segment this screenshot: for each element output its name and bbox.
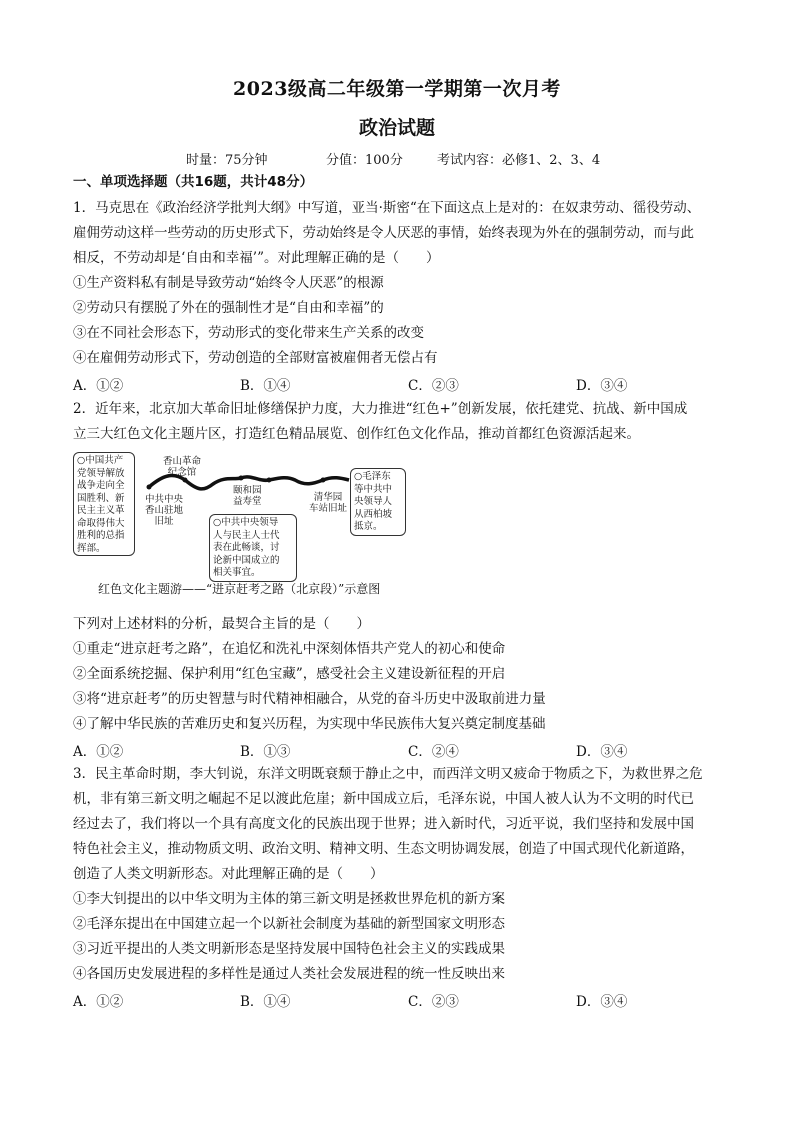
q1-option-b[interactable]: B．①④: [240, 378, 291, 394]
exam-time: 时量：75分钟: [186, 153, 268, 168]
subject-title: 政治试题: [358, 117, 435, 139]
q1-stem-line: 相反，不劳动却是‘自由和幸福’”。对此理解正确的是（ ）: [73, 250, 440, 266]
q2-stem-line: 2．近年来，北京加大革命旧址修缮保护力度，大力推进“红色+”创新发展，依托建党、抗战、新中国成: [73, 401, 688, 417]
q3-stem-line: 创造了人类文明新形态。对此理解正确的是（ ）: [73, 866, 384, 882]
q2-option-a[interactable]: A．①②: [73, 744, 124, 760]
q2-item: ②全面系统挖掘、保护利用“红色宝藏”，感受社会主义建设新征程的开启: [73, 666, 506, 682]
q2-item: ③将“进京赶考”的历史智慧与时代精神相融合，从党的奋斗历史中汲取前进力量: [73, 691, 546, 707]
q1-item: ③在不同社会形态下，劳动形式的变化带来生产关系的改变: [73, 325, 424, 341]
route-node: [239, 476, 244, 481]
q3-stem-line: 经过去了，我们将以一个具有高度文化的民族出现于世界；进入新时代，习近平说，我们坚持和发展中国: [73, 816, 694, 832]
label-qinghuayuan-station: 清华园 车站旧址: [309, 492, 348, 514]
route-figure: [73, 450, 409, 598]
annotation-box-middle: ○中共中央领导 人与民主人士代 表在此畅谈，讨 论新中国成立的 相关事宜。: [209, 514, 297, 582]
label-xiangshan-site: 中共中央 香山驻地 旧址: [145, 494, 184, 527]
q3-stem-line: 特色社会主义，推动物质文明、政治文明、精神文明、生态文明协调发展，创造了中国式现代化新道路，: [73, 841, 694, 857]
q3-option-d[interactable]: D．③④: [576, 994, 628, 1010]
q2-option-c[interactable]: C．②④: [408, 744, 459, 760]
q1-option-c[interactable]: C．②③: [408, 378, 459, 394]
section-heading: 一、单项选择题（共16题，共计48分）: [73, 174, 314, 190]
q2-stem-line: 立三大红色文化主题片区，打造红色精品展览、创作红色文化作品，推动首都红色资源活起来。: [73, 426, 640, 442]
q2-option-d[interactable]: D．③④: [576, 744, 628, 760]
label-yiheyuan: 颐和园 益寿堂: [233, 485, 262, 507]
q1-item: ④在雇佣劳动形式下，劳动创造的全部财富被雇佣者无偿占有: [73, 350, 438, 366]
exam-scope: 考试内容：必修1、2、3、4: [437, 153, 601, 168]
q3-stem-line: 3．民主革命时期，李大钊说，东洋文明既衰颓于静止之中，而西洋文明又疲命于物质之下，为救世界之危: [73, 766, 703, 782]
q3-option-c[interactable]: C．②③: [408, 994, 459, 1010]
route-node: [183, 478, 188, 483]
q3-item: ①李大钊提出的以中华文明为主体的第三新文明是拯救世界危机的新方案: [73, 891, 505, 907]
q1-option-a[interactable]: A．①②: [73, 378, 124, 394]
q3-item: ②毛泽东提出在中国建立起一个以新社会制度为基础的新型国家文明形态: [73, 916, 505, 932]
q3-stem-line: 机，非有第三新文明之崛起不足以渡此危崖；新中国成立后，毛泽东说，中国人被人认为不文明的时代已: [73, 791, 694, 807]
q2-item: ①重走“进京赶考之路”，在追忆和洗礼中深刻体悟共产党人的初心和使命: [73, 641, 506, 657]
q3-option-b[interactable]: B．①④: [240, 994, 291, 1010]
route-node: [321, 478, 326, 483]
q3-option-a[interactable]: A．①②: [73, 994, 124, 1010]
q1-stem-line: 1．马克思在《政治经济学批判大纲》中写道，亚当·斯密“在下面这点上是对的：在奴隶劳动、徭役劳动、: [73, 200, 701, 216]
q3-item: ④各国历史发展进程的多样性是通过人类社会发展进程的统一性反映出来: [73, 966, 505, 982]
q1-option-d[interactable]: D．③④: [576, 378, 628, 394]
route-node: [147, 485, 152, 490]
q2-option-b[interactable]: B．①③: [240, 744, 291, 760]
route-node: [267, 478, 272, 483]
label-xiangshan-museum: 香山革命 纪念馆: [163, 456, 202, 478]
exam-score: 分值：100分: [326, 153, 403, 168]
q2-item: ④了解中华民族的苦难历史和复兴历程，为实现中华民族伟大复兴奠定制度基础: [73, 716, 546, 732]
figure-caption: 红色文化主题游——“进京赶考之路（北京段）”示意图: [98, 582, 381, 596]
q1-stem-line: 雇佣劳动这样一些劳动的历史形式下，劳动始终是令人厌恶的事情，始终表现为外在的强制劳动，而与此: [73, 225, 694, 241]
q3-item: ③习近平提出的人类文明新形态是坚持发展中国特色社会主义的实践成果: [73, 941, 505, 957]
q1-item: ①生产资料私有制是导致劳动“始终令人厌恶”的根源: [73, 275, 384, 291]
q2-question: 下列对上述材料的分析，最契合主旨的是（ ）: [73, 616, 370, 632]
q1-item: ②劳动只有摆脱了外在的强制性才是“自由和幸福”的: [73, 300, 384, 316]
exam-title: 2023级高二年级第一学期第一次月考: [233, 78, 561, 100]
annotation-box-left: ○中国共产 党领导解放 战争走向全 国胜利、新 民主主义革 命取得伟大 胜利的总指 挥部。: [73, 452, 135, 556]
annotation-box-right: ○毛泽东 等中共中 央领导人 从西柏坡 抵京。: [350, 468, 406, 536]
